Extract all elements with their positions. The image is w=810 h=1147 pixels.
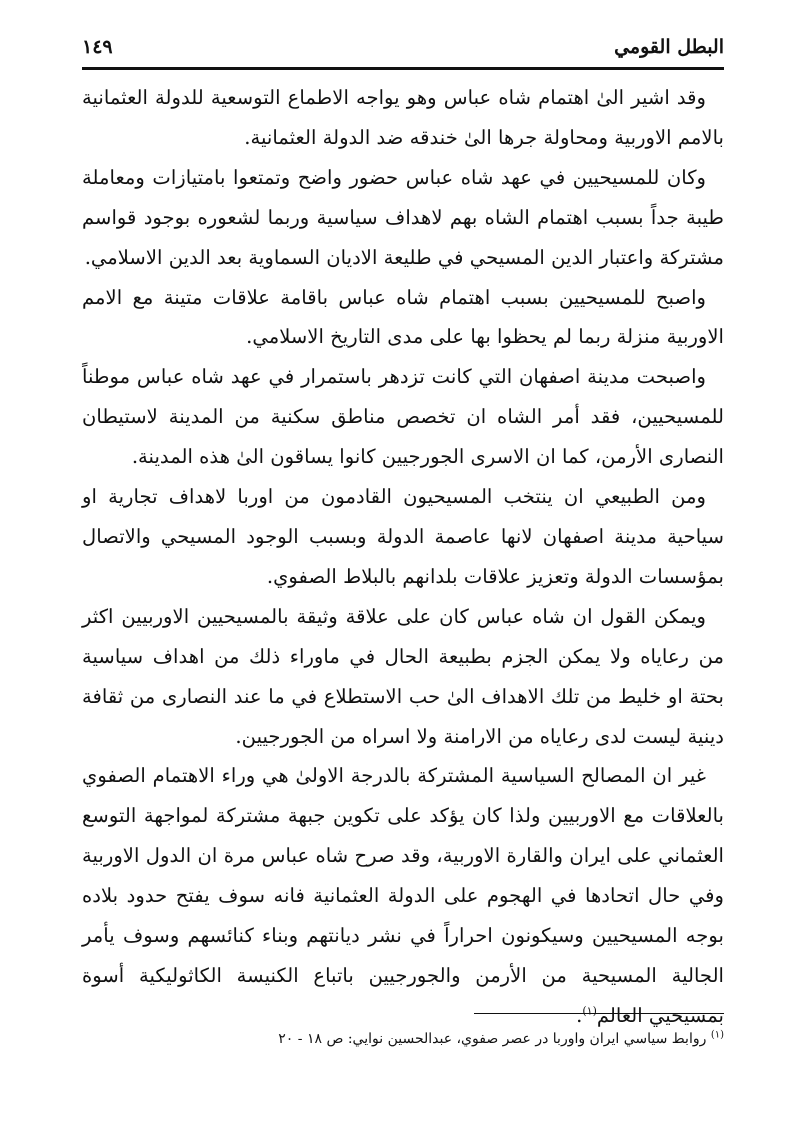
paragraph-last: [82, 756, 724, 1035]
paragraph: ومن الطبيعي ان ينتخب المسيحيون القادمون من اوربا لاهداف تجارية او سياحية مدينة اصفهان لانها عاصمة الدولة وبسبب الوجود المسيحي والاتصال بمؤسسات الدولة وتعزيز علاقات بلدانهم بالبلاط الصفوي.: [82, 485, 724, 588]
footnote-marker: (١): [710, 1029, 724, 1041]
footnote: [82, 1026, 724, 1052]
paragraph-last-end: .: [576, 1003, 583, 1027]
footnote-rule: [474, 1013, 724, 1014]
paragraph-last-text: غير ان المصالح السياسية المشتركة بالدرجة الاولىٰ هي وراء الاهتمام الصفوي بالعلاقات مع الاوربيين ولذا كان يؤكد على تكوين جبهة مشتركة لمواجهة التوسع العثماني على ايران والقارة الاوربية، وقد صرح شاه عباس مرة ان الدول الاوربية وفي حال اتحادها في الهجوم على الدولة العثمانية فانه سوف يفتح حدود بلاده بوجه المسيحيين وسيكونون احراراً في نشر ديانتهم وبناء كنائسهم وسوف يأمر الجالية المسيحية من الأرمن والجورجيين باتباع الكنيسة الكاثوليكية أسوة بمسيحيي العالم: [82, 764, 724, 1027]
paragraph: وكان للمسيحيين في عهد شاه عباس حضور واضح وتمتعوا بامتيازات ومعاملة طيبة جداً بسبب اهتمام الشاه بهم لاهداف سياسية وربما لشعوره بوجود قواسم مشتركة واعتبار الدين المسيحي في طليعة الاديان السماوية بعد الدين الاسلامي.: [82, 165, 724, 269]
paragraph: واصبح للمسيحيين بسبب اهتمام شاه عباس باقامة علاقات متينة مع الامم الاوربية منزلة ربما لم يحظوا بها على مدى التاريخ الاسلامي.: [82, 285, 724, 349]
header-rule: [82, 67, 724, 70]
footnote-text: روابط سياسي ايران واوربا در عصر صفوي، عبدالحسين نوايي: ص ١٨ - ٢٠: [278, 1031, 707, 1047]
page-header: [82, 30, 724, 64]
footnote-reference[interactable]: (١): [582, 1004, 597, 1018]
page-number: ١٤٩: [82, 36, 113, 58]
paragraph: وقد اشير الىٰ اهتمام شاه عباس وهو يواجه الاطماع التوسعية للدولة العثمانية بالامم الاوربية ومحاولة جرها الىٰ خندقه ضد الدولة العثمانية.: [82, 86, 724, 149]
paragraph: ويمكن القول ان شاه عباس كان على علاقة وثيقة بالمسيحيين الاوربيين اكثر من رعاياه ولا يمكن الجزم بطبيعة الحال في ماوراء ذلك من اهداف سياسية بحتة او خليط من تلك الاهداف الىٰ حب الاستطلاع في ما عند النصارى من ثقافة دينية ليست لدى رعاياه من الارامنة ولا اسراه من الجورجيين.: [82, 604, 724, 748]
running-title: البطل القومي: [614, 36, 724, 58]
body-text: [82, 78, 724, 1036]
paragraph: واصبحت مدينة اصفهان التي كانت تزدهر باستمرار في عهد شاه عباس موطناً للمسيحيين، فقد أمر الشاه ان تخصص مناطق سكنية من المدينة لاستيطان النصارى الأرمن، كما ان الاسرى الجورجيين كانوا يساقون الىٰ هذه المدينة.: [82, 365, 724, 469]
